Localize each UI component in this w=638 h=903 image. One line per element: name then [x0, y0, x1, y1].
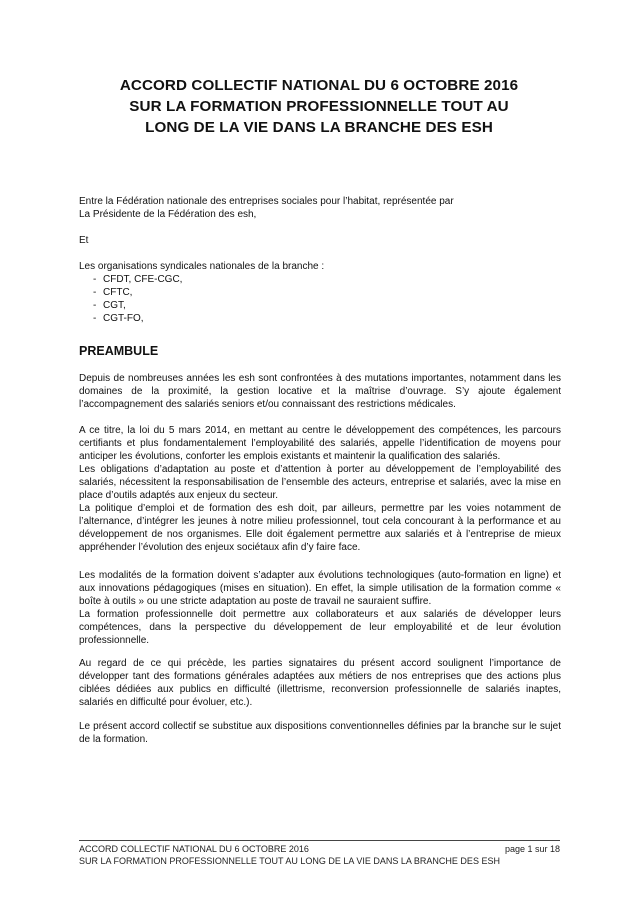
parties-intro-line-2: La Présidente de la Fédération des esh,	[79, 209, 257, 220]
preamble-paragraph-6: La formation professionnelle doit permettre aux collaborateurs et aux salariés de développer leurs compétences, dans la perspective du développement de leur employabilité et de leur évolution professionnelle.	[79, 609, 561, 646]
preamble-paragraph-5: Les modalités de la formation doivent s’adapter aux évolutions technologiques (auto-formation en ligne) et aux innovations pédagogiques (mises en situation). En effet, la simple utilisation de la formation comme « boîte à outils » ou une stricte adaptation au poste de travail ne sauraient suffire.	[79, 570, 561, 607]
document-title	[80, 75, 558, 138]
union-item: - CGT,	[93, 300, 126, 311]
union-item: - CFTC,	[93, 287, 133, 298]
preamble-paragraph-8: Le présent accord collectif se substitue aux dispositions conventionnelles définies par la branche sur le sujet de la formation.	[79, 721, 561, 745]
preamble-paragraph-4: La politique d’emploi et de formation des esh doit, par ailleurs, permettre par les voies notamment de l’alternance, d’intégrer les jeunes à notre milieu professionnel, tout cela concourant à la performance et au développement de nos organismes. Elle doit également permettre aux salariés et à l’entreprise de mieux appréhender l’évolution des enjeux sociétaux afin d’y faire face.	[79, 503, 561, 553]
union-item: - CFDT, CFE-CGC,	[93, 274, 183, 285]
page-number: page 1 sur 18	[504, 844, 560, 854]
unions-block	[79, 260, 561, 325]
preamble-paragraph-1: Depuis de nombreuses années les esh sont confrontées à des mutations importantes, notamment dans les domaines de la proximité, la gestion locative et la maîtrise d’ouvrage. S’y ajoute également l’accompagnement des salariés seniors et/ou connaissant des restrictions médicales.	[79, 373, 561, 410]
parties-intro-line-1: Entre la Fédération nationale des entreprises sociales pour l’habitat, représentée par	[79, 196, 454, 207]
union-item: - CGT-FO,	[93, 313, 144, 324]
title-line-2: SUR LA FORMATION PROFESSIONNELLE TOUT AU	[129, 98, 509, 115]
preamble-paragraph-3: Les obligations d’adaptation au poste et d’attention à porter au développement de l’employabilité des salariés, nécessitent la responsabilisation de l’ensemble des acteurs, entreprise et salariés, avec la mise en place d’outils adaptés aux enjeux du secteur.	[79, 464, 561, 501]
unions-list	[79, 273, 561, 325]
footer-subtitle: SUR LA FORMATION PROFESSIONNELLE TOUT AU LONG DE LA VIE DANS LA BRANCHE DES ESH	[79, 856, 500, 866]
title-line-3: LONG DE LA VIE DANS LA BRANCHE DES ESH	[145, 119, 493, 136]
footer-divider	[79, 840, 560, 841]
preamble-heading: PREAMBULE	[79, 344, 159, 358]
preamble-paragraph-2: A ce titre, la loi du 5 mars 2014, en mettant au centre le développement des compétences, les parcours certifiants et plus fondamentalement l’employabilité des salariés, appelle l’identification de moyens pour anticiper les évolutions, conforter les emplois existants et maintenir la qualification des salariés.	[79, 425, 561, 462]
footer-title: ACCORD COLLECTIF NATIONAL DU 6 OCTOBRE 2016	[79, 844, 309, 854]
and-text	[79, 234, 561, 247]
page-footer	[79, 843, 560, 867]
unions-intro: Les organisations syndicales nationales de la branche :	[79, 261, 325, 272]
title-line-1: ACCORD COLLECTIF NATIONAL DU 6 OCTOBRE 2016	[119, 77, 519, 94]
preamble-paragraphs-5-6	[79, 569, 561, 647]
and-label: Et	[79, 235, 89, 246]
preamble-paragraphs-2-4	[79, 424, 561, 554]
parties-block	[79, 195, 561, 221]
preamble-paragraph-7: Au regard de ce qui précède, les parties signataires du présent accord soulignent l’importance de développer tant des formations générales adaptées aux métiers de nos entreprises que des actions plus ciblées dédiées aux publics en difficulté (illettrisme, reconversion professionnelle de salariés inaptes, salariés en difficulté pour évoluer, etc.).	[79, 658, 561, 708]
